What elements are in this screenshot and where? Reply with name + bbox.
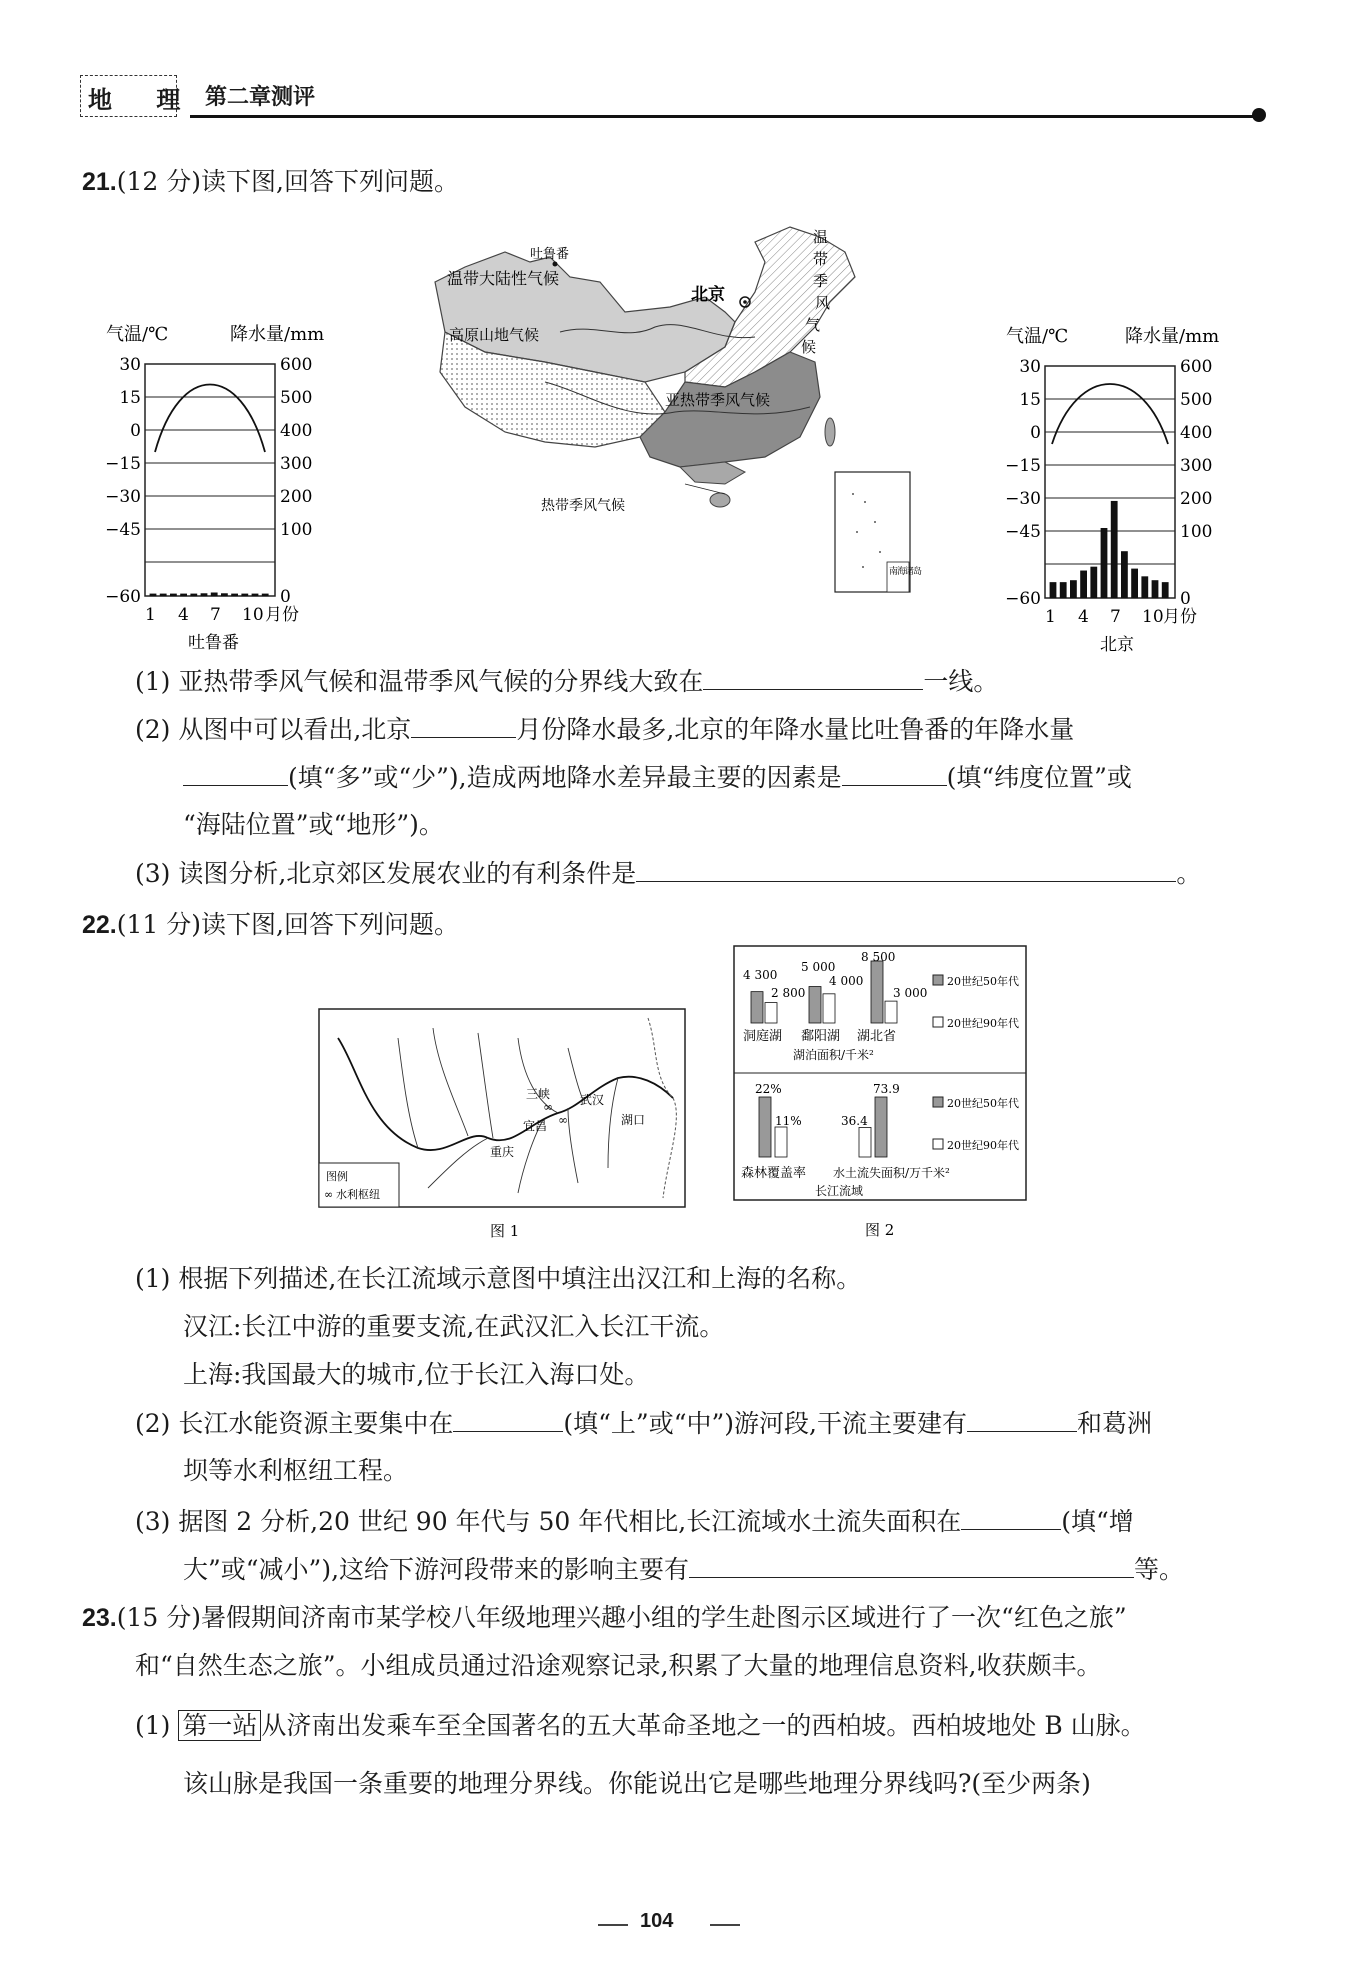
svg-text:30: 30 bbox=[119, 355, 141, 375]
precip-bar bbox=[201, 594, 207, 596]
label-sanxia: 三峡 bbox=[526, 1087, 551, 1101]
svg-text:−60: −60 bbox=[105, 587, 141, 607]
answer-blank[interactable] bbox=[453, 1407, 563, 1432]
svg-text:15: 15 bbox=[1019, 390, 1041, 410]
answer-blank[interactable] bbox=[961, 1505, 1061, 1530]
lake-bar-1950s bbox=[871, 961, 883, 1023]
svg-text:2 800: 2 800 bbox=[771, 986, 806, 1000]
q22-sub3-line1: (3) 据图 2 分析,20 世纪 90 年代与 50 年代相比,长江流域水土流失面积在 (填“增 bbox=[135, 1507, 1134, 1536]
fig1-caption: 图 1 bbox=[490, 1222, 520, 1240]
dam-icon: ∞ bbox=[558, 1113, 568, 1127]
lake-bar-1950s bbox=[809, 987, 821, 1023]
q21-sub2-line3: “海陆位置”或“地形”)。 bbox=[183, 810, 444, 839]
svg-text:3 000: 3 000 bbox=[893, 986, 928, 1000]
precip-bar bbox=[191, 594, 197, 596]
turpan-caption: 吐鲁番 bbox=[188, 633, 239, 652]
map-label-temperate-continental: 温带大陆性气候 bbox=[447, 269, 560, 288]
svg-text:300: 300 bbox=[1180, 456, 1213, 476]
svg-text:月份: 月份 bbox=[265, 605, 299, 625]
lake-bar-1950s bbox=[751, 992, 763, 1023]
svg-text:20世纪90年代: 20世纪90年代 bbox=[947, 1139, 1019, 1152]
beijing-caption: 北京 bbox=[1100, 635, 1134, 654]
label-chongqing: 重庆 bbox=[490, 1145, 515, 1159]
beijing-left-label: 气温/℃ bbox=[1006, 326, 1069, 347]
hainan-island bbox=[710, 493, 730, 507]
label-yichang: 宜昌 bbox=[523, 1119, 548, 1133]
precip-bar bbox=[1162, 583, 1168, 598]
svg-text:4: 4 bbox=[1078, 607, 1089, 627]
svg-text:8 500: 8 500 bbox=[861, 950, 896, 964]
svg-text:0: 0 bbox=[130, 421, 141, 441]
q23-line1: 23.(15 分)暑假期间济南市某学校八年级地理兴趣小组的学生赴图示区域进行了一次“红色之旅” bbox=[82, 1603, 1127, 1632]
map-label-subtropical-monsoon: 亚热带季风气候 bbox=[665, 391, 771, 409]
precip-bar bbox=[262, 594, 268, 596]
svg-text:200: 200 bbox=[280, 487, 313, 507]
q22-sub1-shanghai: 上海:我国最大的城市,位于长江入海口处。 bbox=[183, 1360, 650, 1389]
svg-text:600: 600 bbox=[280, 355, 313, 375]
forest-bar-1990s bbox=[775, 1127, 787, 1157]
q22-sub2-line2: 坝等水利枢纽工程。 bbox=[183, 1456, 409, 1485]
basin-cat-forest: 森林覆盖率 bbox=[741, 1166, 807, 1181]
svg-text:100: 100 bbox=[1180, 522, 1213, 542]
precip-bar bbox=[1060, 583, 1066, 598]
legend-dam-icon: ∞ bbox=[324, 1188, 334, 1201]
lake-categories bbox=[743, 1028, 896, 1044]
precip-bar bbox=[1050, 583, 1056, 598]
svg-text:0: 0 bbox=[1180, 589, 1191, 609]
svg-text:−45: −45 bbox=[105, 520, 141, 540]
lake-bar-1990s bbox=[885, 1001, 897, 1023]
svg-text:4: 4 bbox=[178, 605, 189, 625]
svg-text:月份: 月份 bbox=[1163, 607, 1197, 627]
turpan-left-label: 气温/℃ bbox=[106, 324, 169, 345]
answer-blank[interactable] bbox=[842, 761, 947, 786]
page-num-rule-left bbox=[598, 1924, 628, 1926]
turpan-temperature-curve bbox=[155, 385, 265, 453]
svg-text:300: 300 bbox=[280, 454, 313, 474]
svg-text:−15: −15 bbox=[105, 454, 141, 474]
beijing-right-ticks bbox=[1180, 357, 1212, 609]
q23-sub1: (1) 第一站 从济南出发乘车至全国著名的五大革命圣地之一的西柏坡。西柏坡地处 B 山脉。 bbox=[135, 1711, 1146, 1740]
svg-text:−30: −30 bbox=[105, 487, 141, 507]
svg-text:0: 0 bbox=[1030, 423, 1041, 443]
answer-blank[interactable] bbox=[411, 713, 516, 738]
fig2-caption: 图 2 bbox=[865, 1221, 895, 1239]
beijing-precip-bars bbox=[1050, 501, 1168, 598]
legend-title: 图例 bbox=[326, 1170, 348, 1183]
precip-bar bbox=[150, 594, 156, 596]
q22-sub1: (1) 根据下列描述,在长江流域示意图中填注出汉江和上海的名称。 bbox=[135, 1264, 862, 1293]
map-label-turpan: 吐鲁番 bbox=[530, 247, 570, 262]
q22-sub1-han: 汉江:长江中游的重要支流,在武汉汇入长江干流。 bbox=[183, 1312, 725, 1341]
basin-subtitle: 长江流域 bbox=[815, 1184, 864, 1198]
answer-blank[interactable] bbox=[636, 857, 1176, 882]
turpan-right-ticks bbox=[280, 355, 312, 607]
svg-text:500: 500 bbox=[1180, 390, 1213, 410]
turpan-climate-chart bbox=[100, 322, 360, 652]
precip-bar bbox=[1101, 528, 1107, 598]
svg-text:400: 400 bbox=[1180, 423, 1213, 443]
china-climate-map bbox=[425, 222, 925, 602]
turpan-right-label: 降水量/mm bbox=[230, 324, 325, 345]
q21-sub2-line1: (2) 从图中可以看出,北京 月份降水最多,北京的年降水量比吐鲁番的年降水量 bbox=[135, 715, 1075, 744]
beijing-climate-chart bbox=[1000, 324, 1260, 654]
precip-bar bbox=[1081, 571, 1087, 598]
chapter-title: 第二章测评 bbox=[205, 84, 316, 110]
svg-text:11%: 11% bbox=[775, 1114, 802, 1128]
beijing-left-ticks bbox=[1005, 357, 1041, 609]
precip-bar bbox=[1152, 581, 1158, 598]
map-label-beijing: 北京 bbox=[691, 285, 725, 305]
precip-bar bbox=[1121, 552, 1127, 598]
map-label-tropical-monsoon: 热带季风气候 bbox=[541, 498, 625, 514]
beijing-right-label: 降水量/mm bbox=[1125, 326, 1220, 347]
precip-bar bbox=[221, 594, 227, 596]
basin-cat-soil: 水土流失面积/万千米² bbox=[833, 1166, 950, 1180]
svg-text:−30: −30 bbox=[1005, 489, 1041, 509]
map-label-south-sea: 南海诸岛 bbox=[889, 567, 922, 577]
dam-icon: ∞ bbox=[543, 1100, 553, 1114]
svg-text:500: 500 bbox=[280, 388, 313, 408]
precip-bar bbox=[160, 594, 166, 596]
svg-text:−60: −60 bbox=[1005, 589, 1041, 609]
turpan-left-ticks bbox=[105, 355, 141, 607]
map-label-plateau: 高原山地气候 bbox=[449, 326, 540, 344]
header-rule bbox=[190, 115, 1258, 118]
lake-bar-1990s bbox=[823, 994, 835, 1023]
answer-blank[interactable] bbox=[689, 1553, 1134, 1578]
svg-text:73.9: 73.9 bbox=[873, 1082, 900, 1096]
taiwan-island bbox=[825, 418, 835, 446]
svg-text:200: 200 bbox=[1180, 489, 1213, 509]
svg-text:4 300: 4 300 bbox=[743, 968, 778, 982]
soil-bar-1950s bbox=[859, 1127, 871, 1157]
answer-blank[interactable] bbox=[703, 665, 923, 690]
q23-sub1-line2: 该山脉是我国一条重要的地理分界线。你能说出它是哪些地理分界线吗?(至少两条) bbox=[183, 1769, 1091, 1798]
precip-bar bbox=[1132, 569, 1138, 598]
svg-text:10: 10 bbox=[242, 605, 264, 625]
precip-bar bbox=[211, 593, 217, 596]
svg-text:20世纪90年代: 20世纪90年代 bbox=[947, 1017, 1019, 1030]
map-label-temperate-monsoon: 温带季风气候 bbox=[801, 228, 831, 356]
svg-text:400: 400 bbox=[280, 421, 313, 441]
beijing-gridlines bbox=[1045, 399, 1175, 564]
precip-bar bbox=[252, 594, 258, 596]
label-wuhan: 武汉 bbox=[580, 1093, 605, 1107]
precip-bar bbox=[1070, 581, 1076, 598]
q21-sub1: (1) 亚热带季风气候和温带季风气候的分界线大致在 一线。 bbox=[135, 667, 999, 696]
precip-bar bbox=[1142, 577, 1148, 598]
svg-text:1: 1 bbox=[145, 605, 156, 625]
precip-bar bbox=[242, 594, 248, 596]
yangtze-basin-map bbox=[318, 1008, 688, 1240]
page-num-rule-right bbox=[710, 1924, 740, 1926]
q21-sub3: (3) 读图分析,北京郊区发展农业的有利条件是 。 bbox=[135, 859, 1202, 888]
svg-text:5 000: 5 000 bbox=[801, 960, 836, 974]
turpan-gridlines bbox=[145, 397, 275, 562]
precip-bar bbox=[1111, 501, 1117, 598]
legend-item: 水利枢纽 bbox=[336, 1188, 380, 1201]
svg-text:36.4: 36.4 bbox=[841, 1114, 868, 1128]
lake-bar-1990s bbox=[765, 1003, 777, 1023]
lake-title: 湖泊面积/千米² bbox=[793, 1048, 874, 1062]
page-number: 104 bbox=[640, 1910, 674, 1932]
q21-sub2-line2: (填“多”或“少”),造成两地降水差异最主要的因素是 (填“纬度位置”或 bbox=[183, 761, 1132, 794]
svg-text:20世纪50年代: 20世纪50年代 bbox=[947, 1097, 1019, 1110]
svg-text:7: 7 bbox=[1110, 607, 1121, 627]
svg-text:20世纪50年代: 20世纪50年代 bbox=[947, 975, 1019, 988]
svg-text:湖北省: 湖北省 bbox=[857, 1029, 897, 1044]
turpan-x-ticks bbox=[145, 605, 299, 625]
svg-text:1: 1 bbox=[1045, 607, 1056, 627]
beijing-x-ticks bbox=[1045, 607, 1197, 627]
precip-bar bbox=[181, 594, 187, 596]
label-hukou: 湖口 bbox=[621, 1113, 646, 1127]
q21-heading: 21.(12 分)读下图,回答下列问题。 bbox=[82, 167, 459, 196]
svg-text:100: 100 bbox=[280, 520, 313, 540]
answer-blank[interactable] bbox=[183, 761, 288, 786]
svg-text:30: 30 bbox=[1019, 357, 1041, 377]
precip-bar bbox=[232, 594, 238, 596]
svg-text:22%: 22% bbox=[755, 1082, 782, 1096]
forest-bar-1950s bbox=[759, 1097, 771, 1157]
answer-blank[interactable] bbox=[967, 1407, 1077, 1432]
header-dot bbox=[1252, 108, 1266, 122]
stop-label-box: 第一站 bbox=[178, 1710, 261, 1741]
svg-text:−15: −15 bbox=[1005, 456, 1041, 476]
subject-label: 地 理 bbox=[88, 85, 199, 114]
svg-text:4 000: 4 000 bbox=[829, 974, 864, 988]
q22-sub2-line1: (2) 长江水能资源主要集中在 (填“上”或“中”)游河段,干流主要建有 和葛洲 bbox=[135, 1409, 1152, 1438]
soil-bar-1990s bbox=[875, 1097, 887, 1157]
svg-text:0: 0 bbox=[280, 587, 291, 607]
svg-text:鄱阳湖: 鄱阳湖 bbox=[801, 1029, 841, 1044]
svg-text:10: 10 bbox=[1142, 607, 1164, 627]
svg-text:洞庭湖: 洞庭湖 bbox=[743, 1029, 783, 1044]
svg-text:7: 7 bbox=[210, 605, 221, 625]
precip-bar bbox=[1091, 567, 1097, 598]
beijing-temperature-curve bbox=[1052, 384, 1168, 444]
svg-text:600: 600 bbox=[1180, 357, 1213, 377]
q22-heading: 22.(11 分)读下图,回答下列问题。 bbox=[82, 910, 459, 939]
q23-line2: 和“自然生态之旅”。小组成员通过沿途观察记录,积累了大量的地理信息资料,收获颇丰。 bbox=[135, 1651, 1102, 1680]
precip-bar bbox=[170, 594, 176, 596]
q22-sub3-line2: 大”或“减小”),这给下游河段带来的影响主要有 等。 bbox=[183, 1555, 1185, 1584]
svg-text:15: 15 bbox=[119, 388, 141, 408]
yangtze-stats-chart bbox=[733, 945, 1033, 1240]
svg-text:−45: −45 bbox=[1005, 522, 1041, 542]
